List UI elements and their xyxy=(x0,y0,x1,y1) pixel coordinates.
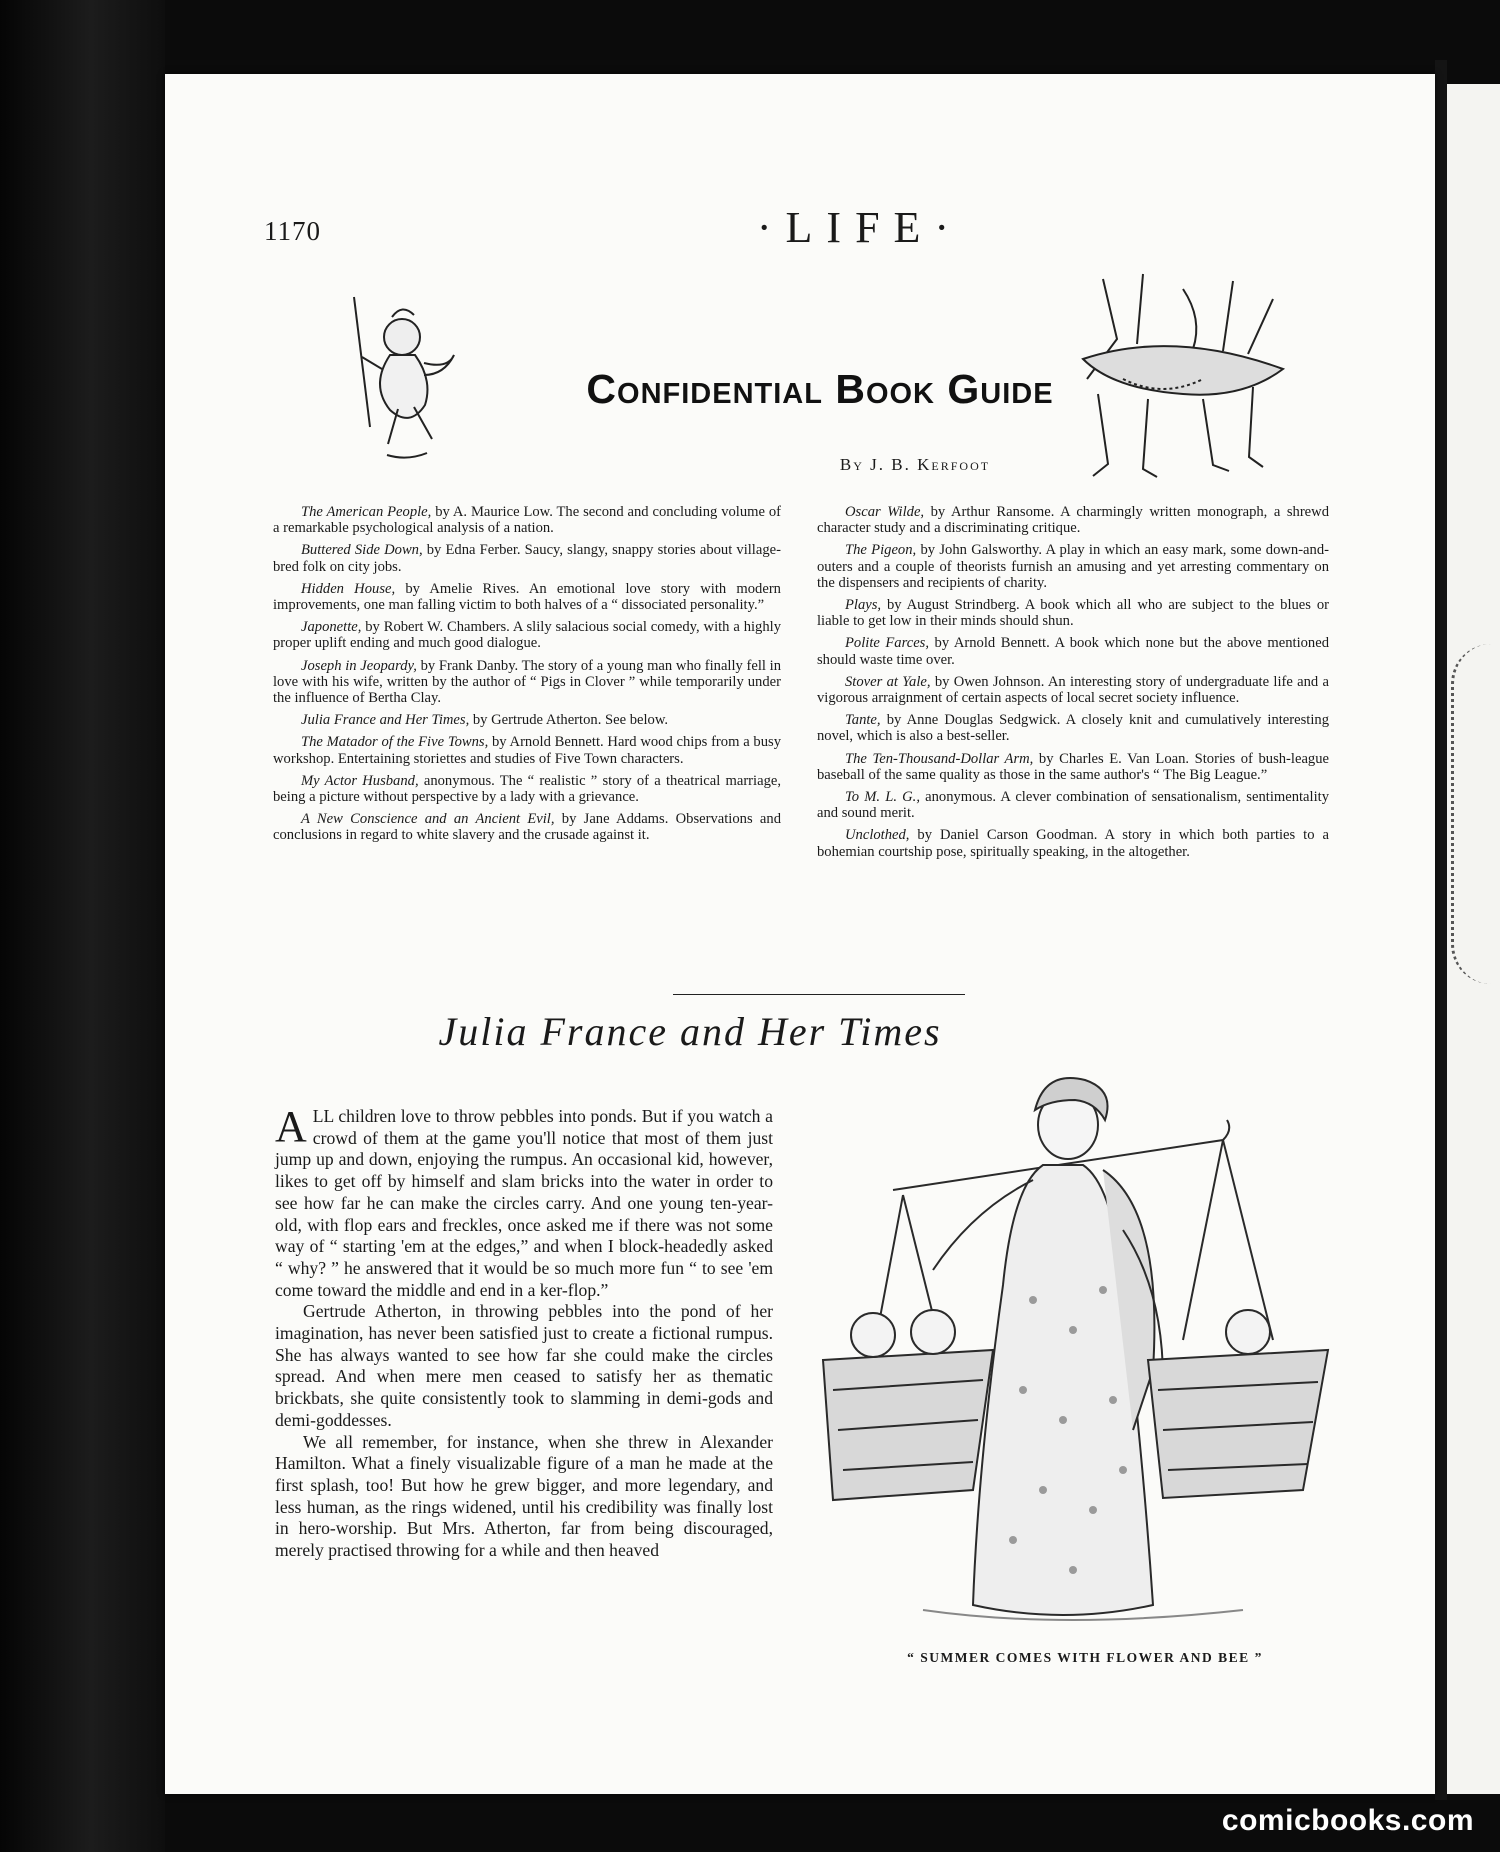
scan-border-left xyxy=(0,0,165,1852)
guide-title: Confidential Book Guide xyxy=(586,366,1054,412)
book-entry: A New Conscience and an Ancient Evil, by Jane Addams. Observations and conclusions in regard to white slavery and the crusade against it. xyxy=(273,811,781,844)
page-number: 1170 xyxy=(264,216,321,246)
drop-cap: A xyxy=(275,1102,307,1151)
book-list-left-column xyxy=(273,504,781,850)
section-divider xyxy=(673,994,965,995)
book-list-right-column xyxy=(817,504,1329,866)
book-entry: My Actor Husband, anonymous. The “ realistic ” story of a theatrical marriage, being a picture without perspective by a lady with a grievance. xyxy=(273,772,781,806)
magazine-page xyxy=(165,74,1435,1794)
illustration-caption: “ SUMMER COMES WITH FLOWER AND BEE ” xyxy=(907,1650,1263,1665)
site-watermark: comicbooks.com xyxy=(1221,1804,1474,1837)
facing-page-edge xyxy=(1447,84,1500,1794)
book-entry: To M. L. G., anonymous. A clever combination of sensationalism, sentimentality and sound merit. xyxy=(817,789,1329,822)
book-entry: The American People, by A. Maurice Low. The second and concluding volume of a remarkable psychological analysis of a nation. xyxy=(273,504,782,537)
book-entry: Unclothed, by Daniel Carson Goodman. A story in which both parties to a bohemian courtship pose, spiritually speaking, in the altogether. xyxy=(817,827,1329,860)
book-entry: Julia France and Her Times, by Gertrude Atherton. See below. xyxy=(301,712,669,729)
book-entry: The Ten-Thousand-Dollar Arm, by Charles E. Van Loan. Stories of bush-league baseball of the same quality as those in the same author's “ The Big League.” xyxy=(817,750,1329,783)
book-entry: Buttered Side Down, by Edna Ferber. Saucy, slangy, snappy stories about village-bred folk on city jobs. xyxy=(273,542,781,575)
book-entry: Joseph in Jeopardy, by Frank Danby. The story of a young man who finally fell in love with his wife, written by the author of “ Pigs in Clover ” while temporarily under the influence of Bertha Clay. xyxy=(273,657,782,707)
facing-page-ornament xyxy=(1451,644,1500,984)
book-entry: Polite Farces, by Arnold Bennett. A book which none but the above mentioned should waste time over. xyxy=(817,635,1329,668)
book-entry: Plays, by August Strindberg. A book which all who are subject to the blues or liable to get low in their minds should shun. xyxy=(817,597,1329,630)
book-entry: Oscar Wilde, by Arthur Ransome. A charmingly written monograph, a shrewd character study and a discriminating critique. xyxy=(817,504,1329,537)
article-paragraph: Gertrude Atherton, in throwing pebbles into the pond of her imagination, has never been satisfied just to create a fictional rumpus. She has always wanted to see how far she could make the circles spread. And when mere men ceased to satisfy her as thematic brickbats, she quite consistently took to slamming in demi-gods and demi-goddesses. xyxy=(275,1301,773,1430)
article-paragraph: ALL children love to throw pebbles into ponds. But if you watch a crowd of them at the game you'll notice that most of them just jump up and down, enjoying the rumpus. An occasional kid, however, likes to get off by himself and slam bricks into the water in order to see how far he can make the circles carry. And one young ten-year-old, with flop ears and freckles, once asked me if there was not some way of “ starting 'em at the edges,” and when I block-headedly asked “ why? ” he answered that it would be so much more fun “ to see 'em come toward the middle and end in a ker-flop.” xyxy=(275,1102,773,1300)
article-paragraph: We all remember, for instance, when she threw in Alexander Hamilton. What a finely visualizable figure of a man he made at the first splash, too! But how he grew bigger, and more legendary, and less human, as the rings widened, until his credibility was finally lost in hero-worship. But Mrs. Atherton, far from being discouraged, merely practised throwing for a while and then heaved xyxy=(275,1431,773,1561)
article-title: Julia France and Her Times xyxy=(438,1009,942,1054)
book-entry: The Matador of the Five Towns, by Arnold Bennett. Hard wood chips from a busy workshop. Entertaining storiettes and studies of Five Town characters. xyxy=(273,734,781,767)
masthead-title: ·LIFE· xyxy=(756,203,964,252)
book-entry: Tante, by Anne Douglas Sedgwick. A closely knit and cumulatively interesting novel, which is also a best-seller. xyxy=(817,712,1329,745)
book-entry: Japonette, by Robert W. Chambers. A slily salacious social comedy, with a highly proper uplift ending and much good dialogue. xyxy=(273,619,781,652)
book-entry: The Pigeon, by John Galsworthy. A play in which an easy mark, some down-and-outers and a couple of theorists furnish an amusing and yet arresting commentary on the dispensers and recipients of charity. xyxy=(817,542,1329,591)
book-spine xyxy=(1435,60,1447,1800)
article-body xyxy=(275,1102,773,1562)
book-entry: Stover at Yale, by Owen Johnson. An interesting story of undergraduate life and a vigorous arraignment of certain aspects of local secret society influence. xyxy=(817,673,1330,707)
dancers-illustration xyxy=(1063,269,1298,489)
byline: By J. B. Kerfoot xyxy=(839,455,991,474)
book-entry: Hidden House, by Amelie Rives. An emotional love story with modern improvements, one man falling victim to both halves of a “ dissociated personality.” xyxy=(273,580,781,614)
woman-with-baskets-illustration xyxy=(803,1070,1363,1640)
